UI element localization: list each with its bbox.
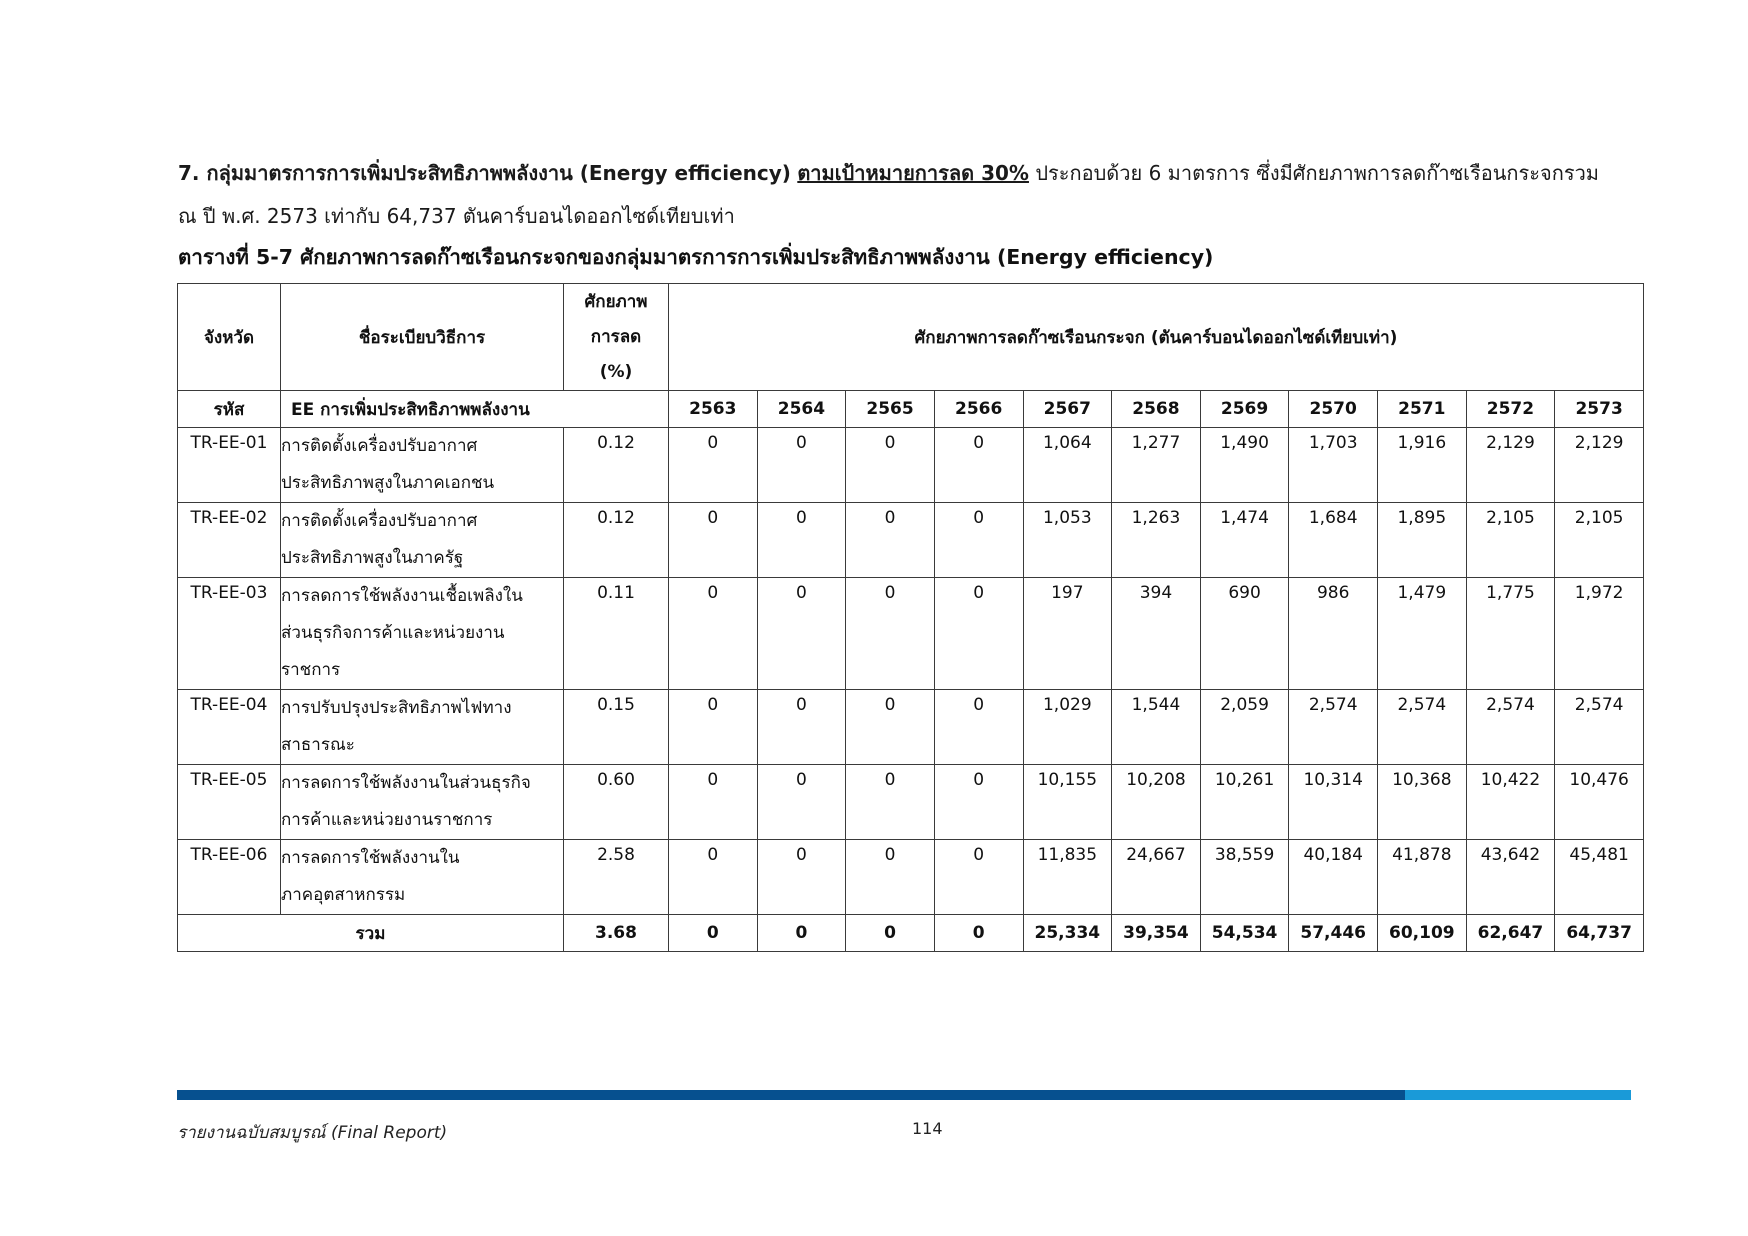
year-value: 1,029 [1023,690,1112,765]
year-value: 690 [1200,578,1289,690]
total-year-value: 0 [846,915,935,952]
table-row [178,578,1644,690]
footer-bar-light-segment [1405,1090,1631,1100]
year-value: 1,544 [1112,690,1201,765]
year-value: 1,479 [1378,578,1467,690]
paragraph-line2: ณ ปี พ.ศ. 2573 เท่ากับ 64,737 ตันคาร์บอนไดออกไซด์เทียบเท่า [178,204,735,228]
year-value: 1,263 [1112,503,1201,578]
total-year-value: 0 [757,915,846,952]
total-percent: 3.68 [564,915,669,952]
table-row [178,428,1644,503]
year-header: 2572 [1466,391,1555,428]
year-value: 0 [757,503,846,578]
total-year-value: 0 [669,915,758,952]
year-value: 0 [934,428,1023,503]
year-header: 2565 [846,391,935,428]
measure-name-line: ประสิทธิภาพสูงในภาคเอกชน [281,473,495,493]
intro-paragraph [178,152,1658,238]
year-value: 0 [846,765,935,840]
year-value: 1,684 [1289,503,1378,578]
year-value: 1,703 [1289,428,1378,503]
measure-name-line: ประสิทธิภาพสูงในภาครัฐ [281,548,464,568]
total-year-value: 0 [934,915,1023,952]
year-value: 10,422 [1466,765,1555,840]
year-value: 0 [669,765,758,840]
year-value: 986 [1289,578,1378,690]
measure-name [281,578,564,690]
measure-name [281,840,564,915]
year-value: 0 [669,503,758,578]
year-value: 43,642 [1466,840,1555,915]
year-value: 2,574 [1289,690,1378,765]
year-value: 2,574 [1378,690,1467,765]
year-value: 0 [669,840,758,915]
year-value: 1,474 [1200,503,1289,578]
year-header: 2568 [1112,391,1201,428]
header-reduction-percent [564,284,669,391]
measure-name-line: การติดตั้งเครื่องปรับอากาศ [281,436,478,456]
year-value: 10,208 [1112,765,1201,840]
reduction-percent: 0.11 [564,578,669,690]
total-year-value: 25,334 [1023,915,1112,952]
header-pct-line3: (%) [599,361,633,382]
measure-name-line: การปรับปรุงประสิทธิภาพไฟทาง [281,698,512,718]
footer-bar [177,1090,1631,1100]
table-row [178,690,1644,765]
measure-code: TR-EE-06 [178,840,281,915]
header-reduction-potential: ศักยภาพการลดก๊าซเรือนกระจก (ตันคาร์บอนไดออกไซด์เทียบเท่า) [669,284,1644,391]
year-value: 0 [757,578,846,690]
table-header-row [178,284,1644,391]
reduction-percent: 0.15 [564,690,669,765]
measure-name [281,428,564,503]
year-header: 2566 [934,391,1023,428]
measure-name-line: สาธารณะ [281,735,355,755]
table-row [178,765,1644,840]
total-year-value: 57,446 [1289,915,1378,952]
year-value: 10,368 [1378,765,1467,840]
year-value: 394 [1112,578,1201,690]
year-value: 0 [669,690,758,765]
year-header: 2569 [1200,391,1289,428]
reduction-percent: 0.12 [564,503,669,578]
header-province: จังหวัด [178,284,281,391]
measure-name-line: การค้าและหน่วยงานราชการ [281,810,493,830]
year-value: 10,155 [1023,765,1112,840]
year-value: 0 [934,503,1023,578]
year-header: 2563 [669,391,758,428]
year-value: 0 [846,578,935,690]
year-value: 1,916 [1378,428,1467,503]
year-value: 0 [846,690,935,765]
measure-name-line: ส่วนธุรกิจการค้าและหน่วยงาน [281,623,505,643]
measure-code: TR-EE-04 [178,690,281,765]
measure-group-heading: 7. กลุ่มมาตรการการเพิ่มประสิทธิภาพพลังงาน (Energy efficiency) [178,161,791,185]
year-value: 11,835 [1023,840,1112,915]
measure-name [281,503,564,578]
footer-report-title: รายงานฉบับสมบูรณ์ (Final Report) [177,1123,448,1143]
year-value: 24,667 [1112,840,1201,915]
year-header: 2573 [1555,391,1644,428]
total-year-value: 60,109 [1378,915,1467,952]
total-label: รวม [178,915,564,952]
subheader-group: EE การเพิ่มประสิทธิภาพพลังงาน [281,391,669,428]
total-row [178,915,1644,952]
year-value: 1,490 [1200,428,1289,503]
reduction-percent: 0.60 [564,765,669,840]
emission-reduction-table [177,283,1644,952]
total-year-value: 64,737 [1555,915,1644,952]
measure-name-line: การลดการใช้พลังงานใน [281,848,460,868]
footer-bar-dark-segment [177,1090,1405,1100]
measure-name-line: การติดตั้งเครื่องปรับอากาศ [281,511,478,531]
year-value: 2,574 [1466,690,1555,765]
measure-name-line: การลดการใช้พลังงานในส่วนธุรกิจ [281,773,531,793]
year-header: 2567 [1023,391,1112,428]
table-body [178,428,1644,952]
year-value: 38,559 [1200,840,1289,915]
table-row [178,503,1644,578]
paragraph-rest: ประกอบด้วย 6 มาตรการ ซึ่งมีศักยภาพการลดก๊าซเรือนกระจกรวม [1035,161,1599,185]
year-value: 1,064 [1023,428,1112,503]
table-row [178,840,1644,915]
year-value: 0 [846,503,935,578]
year-value: 0 [934,690,1023,765]
year-value: 1,277 [1112,428,1201,503]
target-underlined: ตามเป้าหมายการลด 30% [797,161,1029,185]
year-value: 2,105 [1466,503,1555,578]
measure-name-line: การลดการใช้พลังงานเชื้อเพลิงใน [281,586,523,606]
measure-name-line: ราชการ [281,660,341,680]
year-value: 0 [934,578,1023,690]
year-value: 40,184 [1289,840,1378,915]
year-value: 0 [757,765,846,840]
year-value: 0 [757,840,846,915]
header-method-name: ชื่อระเบียบวิธีการ [281,284,564,391]
year-value: 10,261 [1200,765,1289,840]
year-value: 1,053 [1023,503,1112,578]
header-pct-line1: ศักยภาพ [584,291,648,312]
subheader-code: รหัส [178,391,281,428]
year-value: 10,314 [1289,765,1378,840]
year-value: 2,574 [1555,690,1644,765]
year-value: 1,775 [1466,578,1555,690]
year-value: 0 [934,840,1023,915]
measure-name-line: ภาคอุตสาหกรรม [281,885,406,905]
year-value: 197 [1023,578,1112,690]
year-value: 10,476 [1555,765,1644,840]
total-year-value: 54,534 [1200,915,1289,952]
page-number: 114 [912,1119,943,1138]
measure-name [281,690,564,765]
measure-code: TR-EE-05 [178,765,281,840]
year-value: 2,129 [1555,428,1644,503]
measure-code: TR-EE-01 [178,428,281,503]
total-year-value: 62,647 [1466,915,1555,952]
year-value: 2,105 [1555,503,1644,578]
measure-code: TR-EE-02 [178,503,281,578]
total-year-value: 39,354 [1112,915,1201,952]
year-value: 0 [846,840,935,915]
year-value: 2,059 [1200,690,1289,765]
year-value: 0 [757,428,846,503]
measure-name [281,765,564,840]
table-caption: ตารางที่ 5-7 ศักยภาพการลดก๊าซเรือนกระจกของกลุ่มมาตรการการเพิ่มประสิทธิภาพพลังงาน (Energy efficiency) [178,245,1214,269]
year-value: 0 [934,765,1023,840]
header-pct-line2: การลด [590,326,642,347]
year-value: 2,129 [1466,428,1555,503]
year-header: 2571 [1378,391,1467,428]
year-value: 0 [846,428,935,503]
reduction-percent: 0.12 [564,428,669,503]
year-value: 0 [757,690,846,765]
measure-code: TR-EE-03 [178,578,281,690]
year-header: 2570 [1289,391,1378,428]
year-value: 41,878 [1378,840,1467,915]
year-value: 1,972 [1555,578,1644,690]
year-value: 1,895 [1378,503,1467,578]
year-header: 2564 [757,391,846,428]
year-value: 0 [669,578,758,690]
table-subheader-row [178,391,1644,428]
reduction-percent: 2.58 [564,840,669,915]
year-value: 0 [669,428,758,503]
year-value: 45,481 [1555,840,1644,915]
